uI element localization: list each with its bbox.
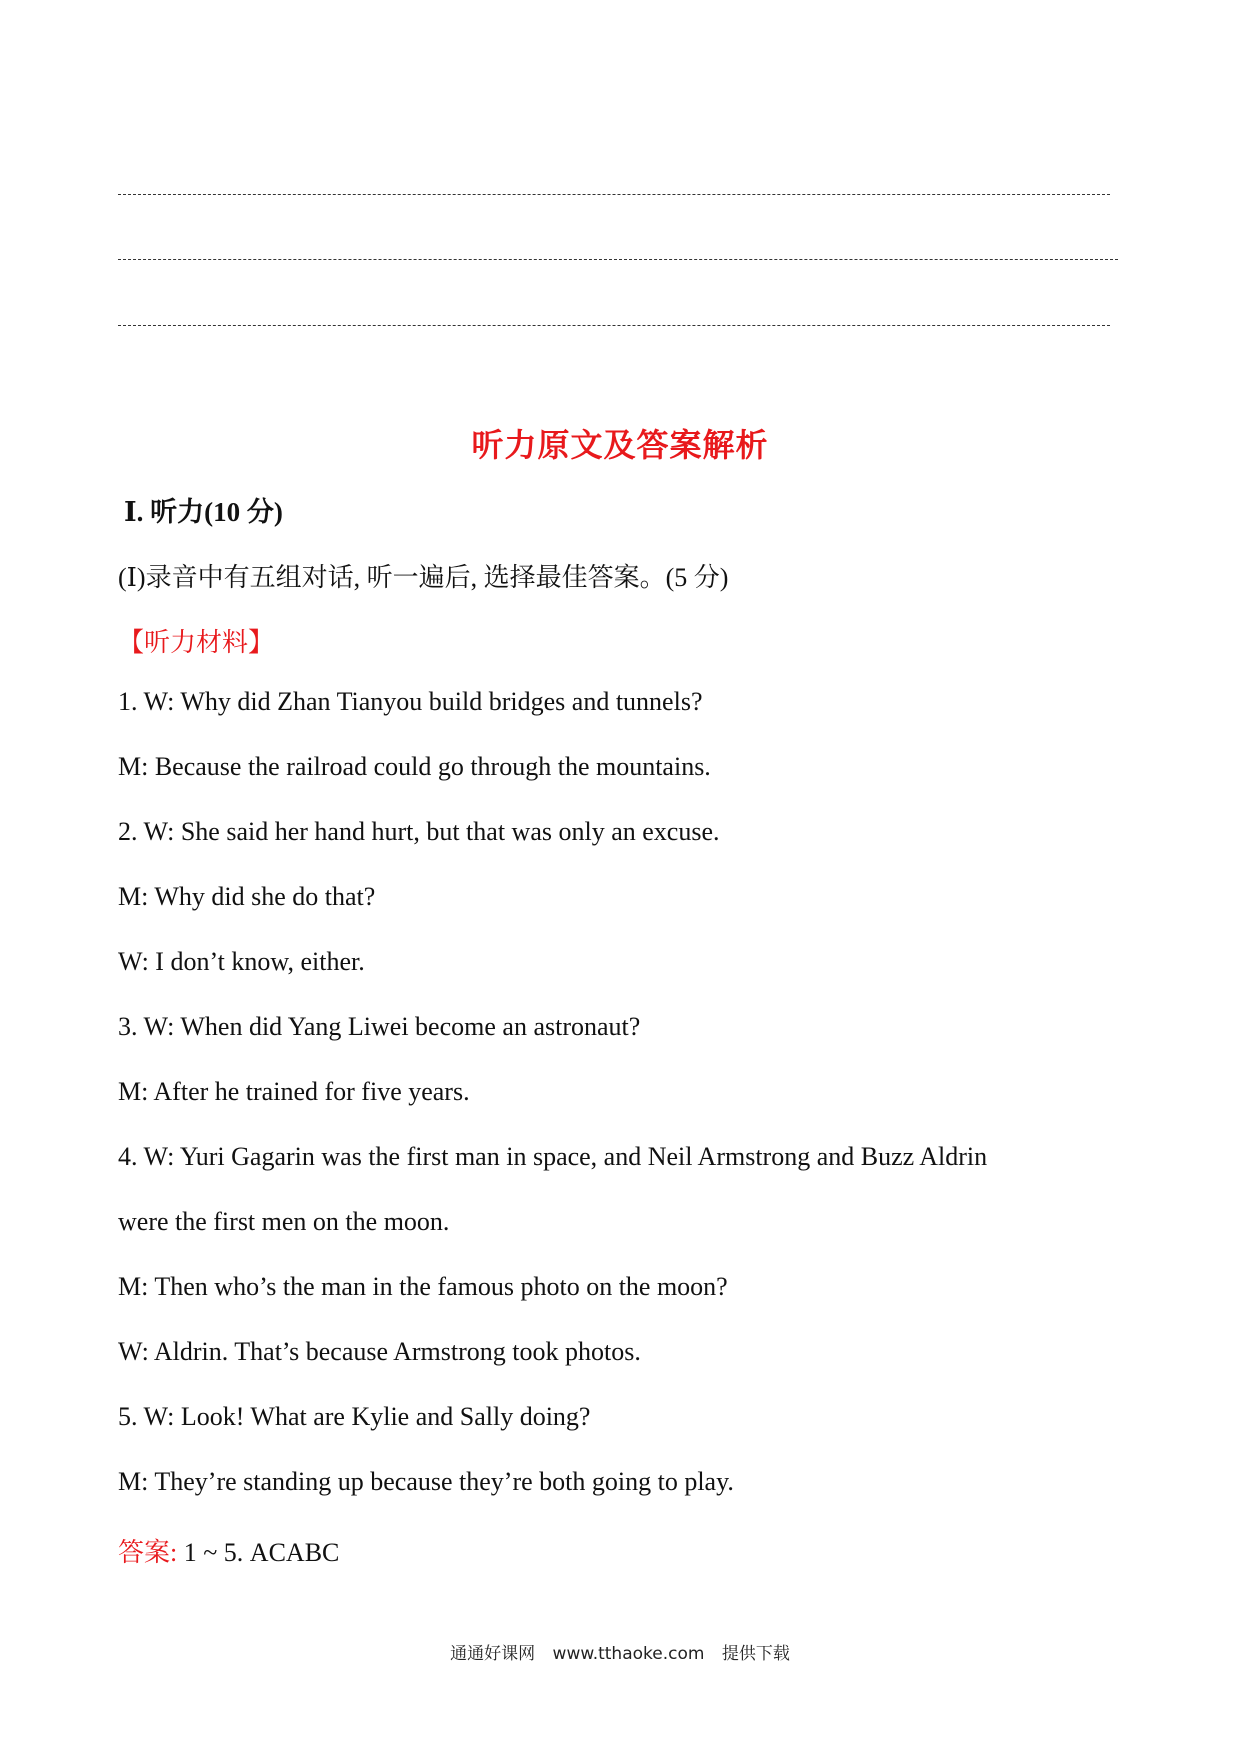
dialogue-line: M: After he trained for five years. — [118, 1077, 470, 1106]
dialogue-line: M: Then who’s the man in the famous photo on the moon? — [118, 1272, 728, 1301]
dialogue-line: were the first men on the moon. — [118, 1207, 450, 1236]
dialogue-line: M: Because the railroad could go through the mountains. — [118, 752, 711, 781]
answer-blank-line-1 — [118, 194, 1110, 195]
footer-url[interactable]: www.tthaoke.com — [552, 1644, 705, 1664]
page-title: 听力原文及答案解析 — [471, 427, 769, 463]
dialogue-line: 5. W: Look! What are Kylie and Sally doing? — [118, 1402, 591, 1431]
dialogue-line: W: Aldrin. That’s because Armstrong took photos. — [118, 1337, 641, 1366]
answer-value: 1 ~ 5. ACABC — [183, 1538, 340, 1567]
material-label: 【听力材料】 — [118, 628, 275, 657]
footer-suffix: 提供下载 — [721, 1644, 790, 1664]
page-footer — [0, 1639, 1240, 1664]
dialogue-line: 1. W: Why did Zhan Tianyou build bridges and tunnels? — [118, 687, 703, 716]
dialogue-line: 3. W: When did Yang Liwei become an astronaut? — [118, 1012, 641, 1041]
dialogue-line: W: I don’t know, either. — [118, 947, 365, 976]
dialogue-line: M: They’re standing up because they’re both going to play. — [118, 1467, 734, 1496]
answer-label: 答案: — [118, 1538, 178, 1567]
section-heading: Ⅰ. 听力(10 分) — [124, 497, 283, 527]
answer-blank-line-3 — [118, 325, 1110, 326]
dialogue-line: 4. W: Yuri Gagarin was the first man in space, and Neil Armstrong and Buzz Aldrin — [118, 1142, 988, 1171]
dialogue-line: M: Why did she do that? — [118, 882, 376, 911]
footer-site-name: 通通好课网 — [450, 1644, 536, 1664]
dialogue-line: 2. W: She said her hand hurt, but that was only an excuse. — [118, 817, 720, 846]
section-instruction: (Ⅰ)录音中有五组对话, 听一遍后, 选择最佳答案。(5 分) — [118, 563, 729, 592]
answer-row — [118, 1532, 339, 1569]
answer-blank-line-2 — [118, 259, 1118, 260]
